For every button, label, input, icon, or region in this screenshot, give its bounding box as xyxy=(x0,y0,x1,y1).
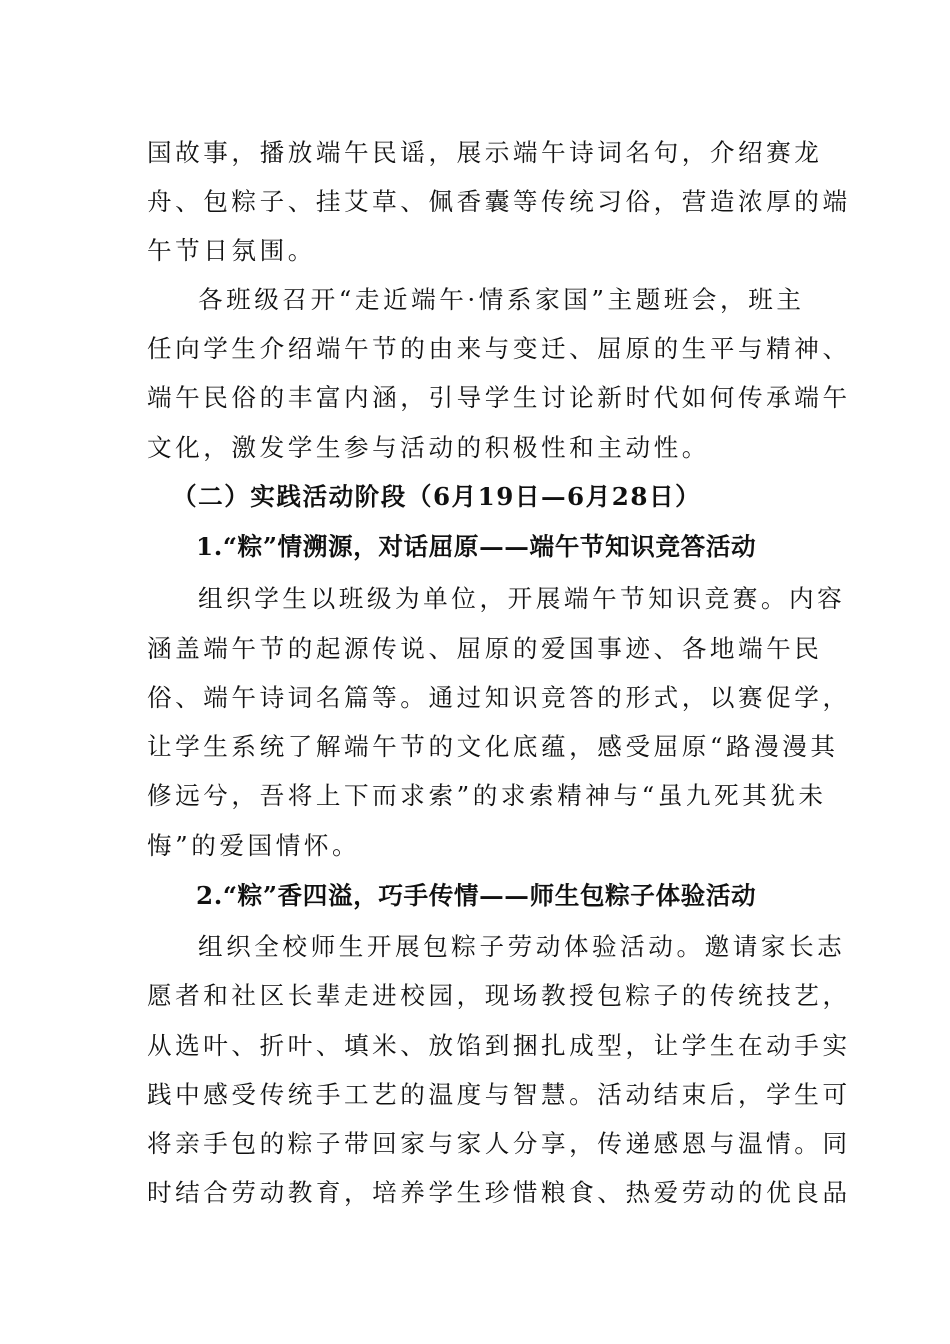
paragraph-line: 文化，激发学生参与活动的积极性和主动性。 xyxy=(147,433,710,462)
paragraph-line: 任向学生介绍端午节的由来与变迁、屈原的生平与精神、 xyxy=(147,334,851,363)
section-heading: （二）实践活动阶段（6月19日—6月28日） xyxy=(172,482,702,511)
paragraph-line: 从选叶、折叶、填米、放馅到捆扎成型，让学生在动手实 xyxy=(147,1031,851,1060)
paragraph-line: 各班级召开“走近端午·情系家国”主题班会，班主 xyxy=(198,285,805,314)
paragraph-line: 舟、包粽子、挂艾草、佩香囊等传统习俗，营造浓厚的端 xyxy=(147,187,851,216)
paragraph-line: 悔”的爱国情怀。 xyxy=(147,831,361,860)
paragraph-line: 午节日氛围。 xyxy=(147,236,316,265)
paragraph-line: 让学生系统了解端午节的文化底蕴，感受屈原“路漫漫其 xyxy=(147,732,839,761)
paragraph-line: 组织全校师生开展包粽子劳动体验活动。邀请家长志 xyxy=(198,932,846,961)
paragraph-line: 国故事，播放端午民谣，展示端午诗词名句，介绍赛龙 xyxy=(147,138,823,167)
subsection-heading: 1.“粽”情溯源，对话屈原——端午节知识竞答活动 xyxy=(196,532,757,561)
paragraph-line: 愿者和社区长辈走进校园，现场教授包粽子的传统技艺， xyxy=(147,981,851,1010)
paragraph-line: 修远兮，吾将上下而求索”的求索精神与“虽九死其犹未 xyxy=(147,781,827,810)
paragraph-line: 时结合劳动教育，培养学生珍惜粮食、热爱劳动的优良品 xyxy=(147,1178,851,1207)
paragraph-line: 涵盖端午节的起源传说、屈原的爱国事迹、各地端午民 xyxy=(147,634,823,663)
paragraph-line: 组织学生以班级为单位，开展端午节知识竞赛。内容 xyxy=(198,584,846,613)
paragraph-line: 践中感受传统手工艺的温度与智慧。活动结束后，学生可 xyxy=(147,1080,851,1109)
paragraph-line: 端午民俗的丰富内涵，引导学生讨论新时代如何传承端午 xyxy=(147,383,851,412)
paragraph-line: 俗、端午诗词名篇等。通过知识竞答的形式，以赛促学， xyxy=(147,683,851,712)
paragraph-line: 将亲手包的粽子带回家与家人分享，传递感恩与温情。同 xyxy=(147,1129,851,1158)
subsection-heading: 2.“粽”香四溢，巧手传情——师生包粽子体验活动 xyxy=(196,881,757,910)
